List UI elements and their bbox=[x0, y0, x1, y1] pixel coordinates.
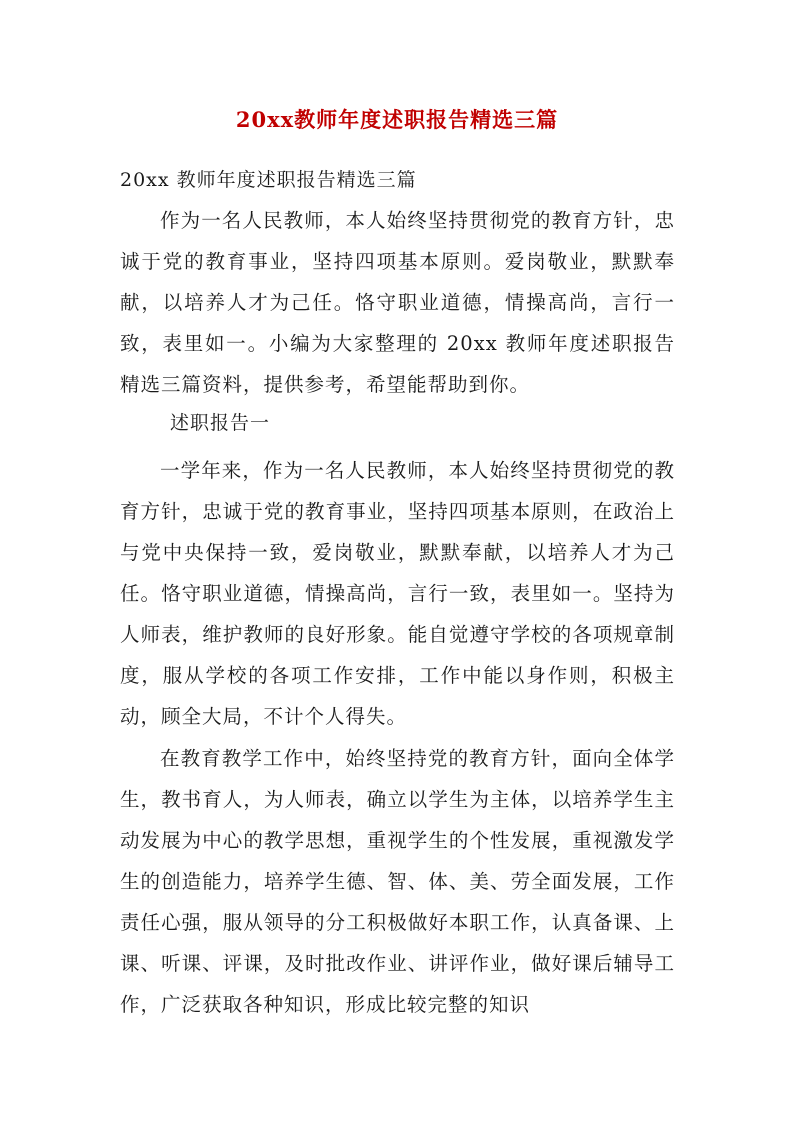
section-heading: 述职报告一 bbox=[170, 412, 271, 434]
body-paragraph-1: 一学年来，作为一名人民教师，本人始终坚持贯彻党的教育方针，忠诚于党的教育事业，坚持四项基本原则，在政治上与党中央保持一致，爱岗敬业，默默奉献，以培养人才为己任。恪守职业道德，情操高尚，言行一致，表里如一。坚持为人师表，维护教师的良好形象。能自觉遵守学校的各项规章制度，服从学校的各项工作安排，工作中能以身作则，积极主动，顾全大局，不计个人得失。 bbox=[120, 459, 675, 728]
document-subtitle: 20xx 教师年度述职报告精选三篇 bbox=[120, 169, 417, 191]
body-paragraph-2: 在教育教学工作中，始终坚持党的教育方针，面向全体学生，教书育人，为人师表，确立以学生为主体，以培养学生主动发展为中心的教学思想，重视学生的个性发展，重视激发学生的创造能力，培养学生德、智、体、美、劳全面发展，工作责任心强，服从领导的分工积极做好本职工作，认真备课、上课、听课、评课，及时批改作业、讲评作业，做好课后辅导工作，广泛获取各种知识，形成比较完整的知识 bbox=[120, 747, 675, 1016]
document-title: 20xx教师年度述职报告精选三篇 bbox=[235, 107, 559, 132]
intro-paragraph: 作为一名人民教师，本人始终坚持贯彻党的教育方针，忠诚于党的教育事业，坚持四项基本原则。爱岗敬业，默默奉献，以培养人才为己任。恪守职业道德，情操高尚，言行一致，表里如一。小编为大家整理的 20xx 教师年度述职报告精选三篇资料，提供参考，希望能帮助到你。 bbox=[120, 209, 675, 396]
